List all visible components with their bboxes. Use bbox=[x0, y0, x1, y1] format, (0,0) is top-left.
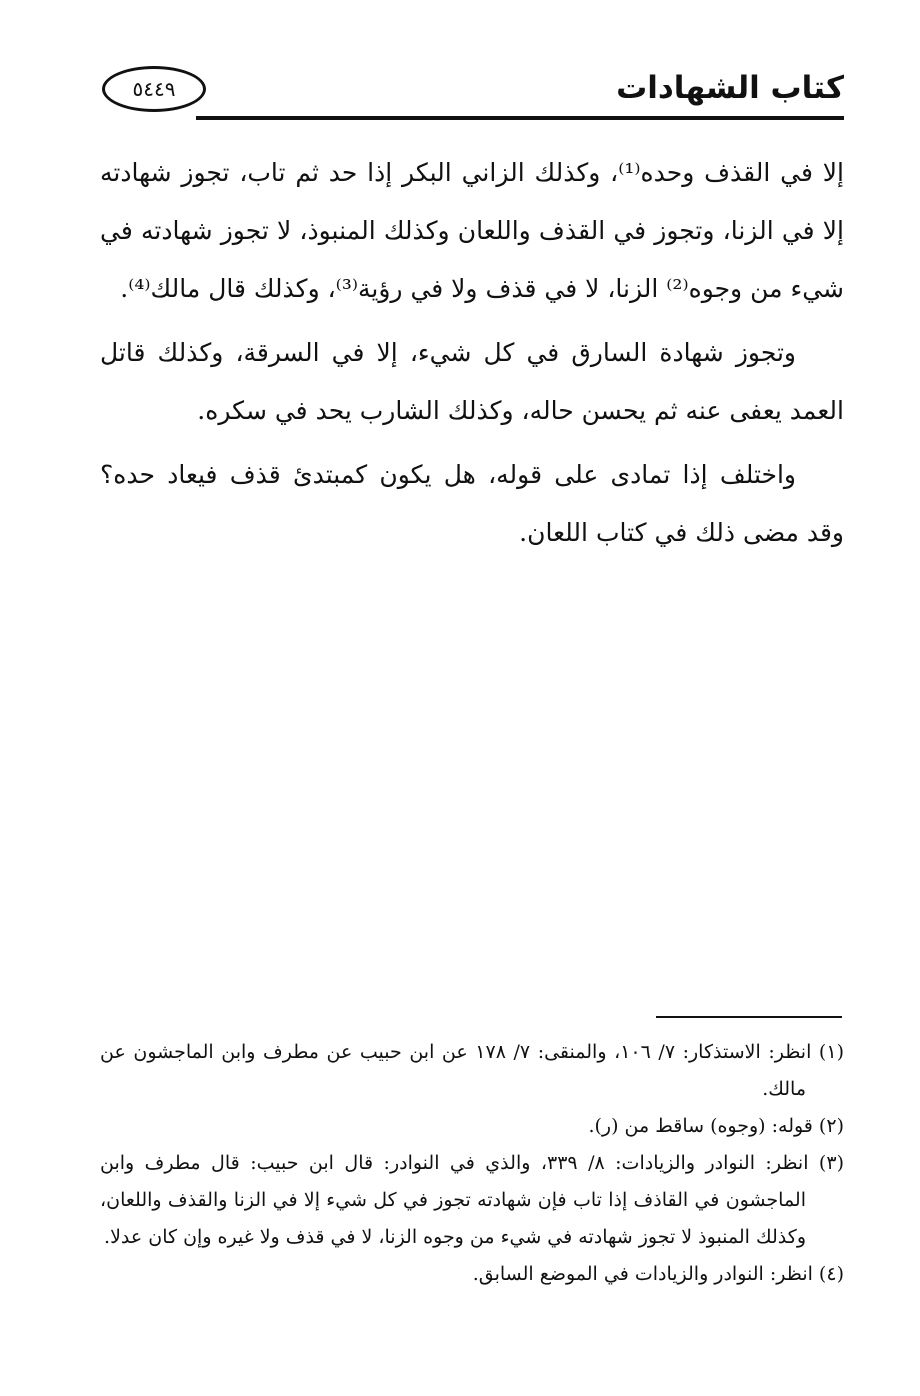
footnote: (٣) انظر: النوادر والزيادات: ٨/ ٣٣٩، والذي في النوادر: قال ابن حبيب: قال مطرف وابن الماجشون في القاذف إذا تاب فإن شهادته تجوز في كل شيء إلا في الزنا والقذف واللعان، وكذلك المنبوذ لا تجوز شهادته في شيء من وجوه الزنا، لا في قذف ولا غيره وإن كان عدلا. bbox=[100, 1152, 844, 1248]
page-number: ٥٤٤٩ bbox=[132, 77, 176, 101]
footnote: (٢) قوله: (وجوه) ساقط من (ر). bbox=[588, 1115, 844, 1137]
page-header bbox=[96, 62, 844, 124]
footnotes bbox=[100, 1034, 844, 1293]
footnote: (٤) انظر: النوادر والزيادات في الموضع السابق. bbox=[472, 1263, 844, 1285]
header-rule bbox=[196, 116, 844, 120]
paragraph: إلا في القذف وحده⁽¹⁾، وكذلك الزاني البكر إذا حد ثم تاب، تجوز شهادته إلا في الزنا، وتجوز في القذف واللعان وكذلك المنبوذ، لا تجوز شهادته في شيء من وجوه⁽²⁾ الزنا، لا في قذف ولا في رؤية⁽³⁾، وكذلك قال مالك⁽⁴⁾. bbox=[100, 158, 844, 303]
footnote: (١) انظر: الاستذكار: ٧/ ١٠٦، والمنقى: ٧/ ١٧٨ عن ابن حبيب عن مطرف وابن الماجشون عن مالك. bbox=[100, 1041, 844, 1100]
footnote-separator bbox=[656, 1016, 842, 1018]
page-number-badge bbox=[102, 66, 206, 112]
paragraph: وتجوز شهادة السارق في كل شيء، إلا في السرقة، وكذلك قاتل العمد يعفى عنه ثم يحسن حاله، وكذلك الشارب يحد في سكره. bbox=[100, 338, 844, 425]
main-text bbox=[100, 144, 844, 568]
book-title: كتاب الشهادات bbox=[616, 70, 844, 106]
paragraph: واختلف إذا تمادى على قوله، هل يكون كمبتدئ قذف فيعاد حده؟ وقد مضى ذلك في كتاب اللعان. bbox=[100, 460, 844, 547]
